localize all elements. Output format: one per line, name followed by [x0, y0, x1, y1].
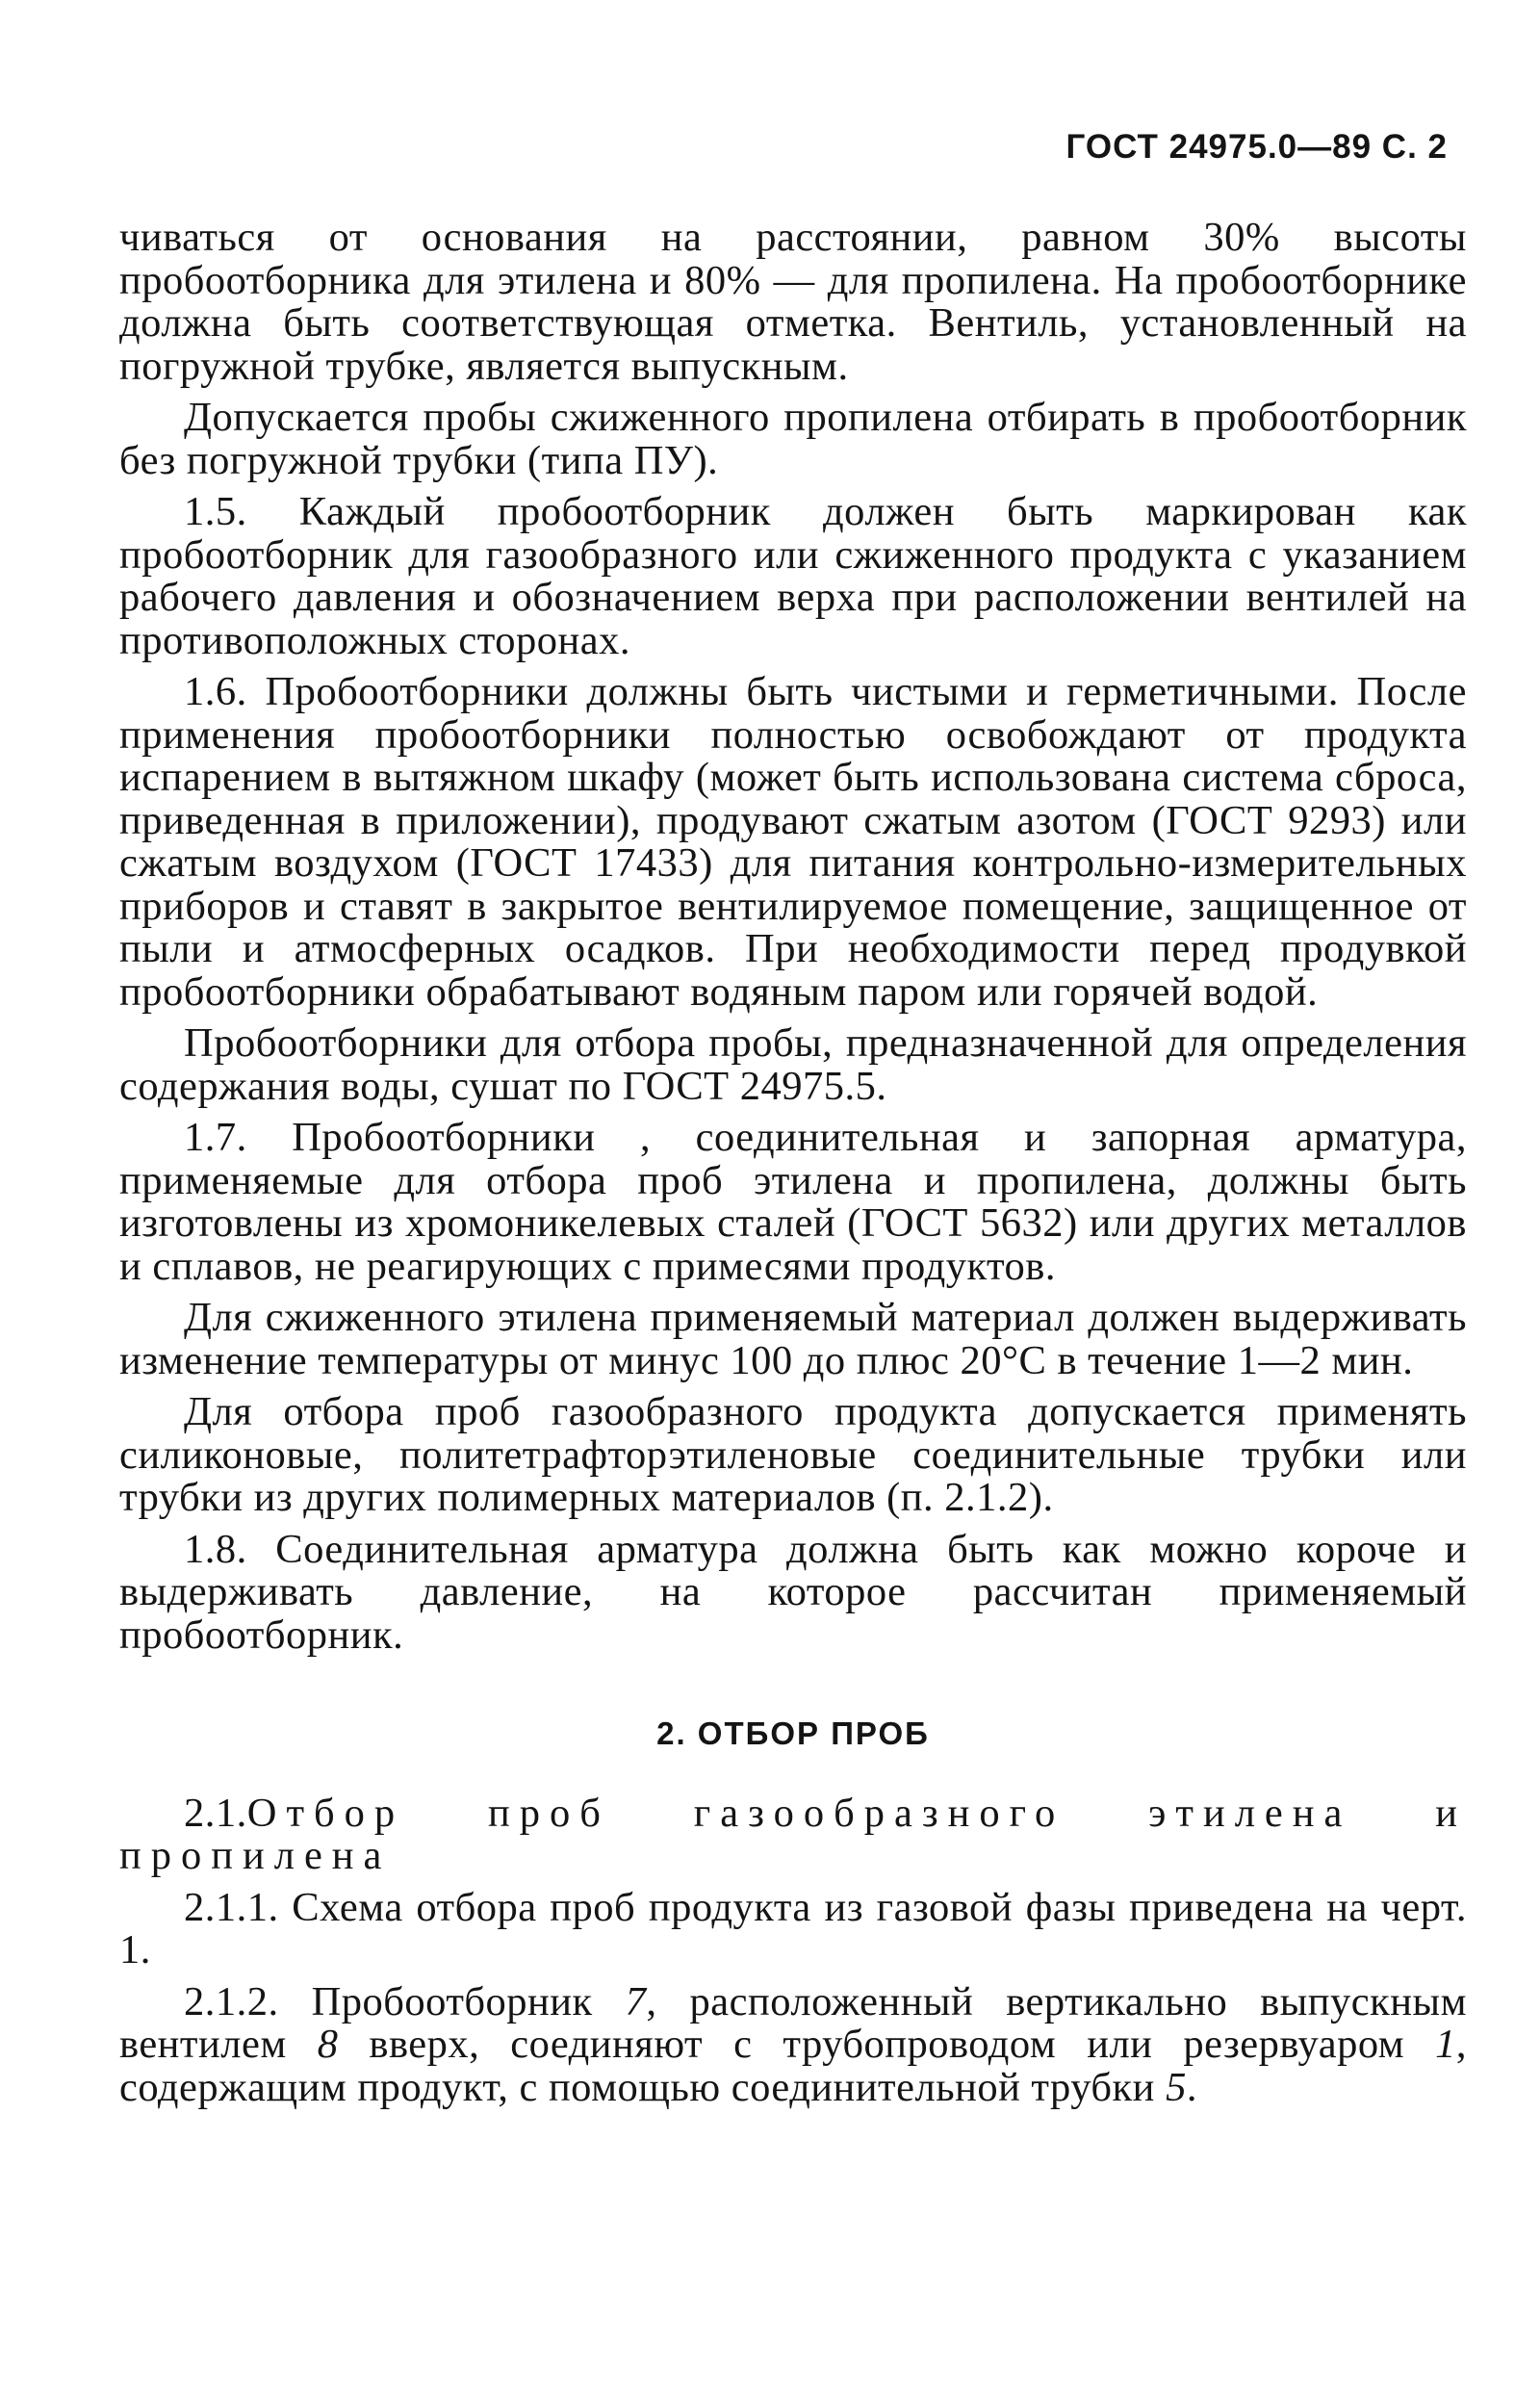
- paragraph-1-6-cleanliness: 1.6. Пробоотборники должны быть чистыми и герметичными. После применения пробоотборники полностью освобождают от продукта испарением в вытяжном шкафу (может быть использована система сброса, приведенная в приложении), продувают сжатым азотом (ГОСТ 9293) или сжатым воздухом (ГОСТ 17433) для питания контрольно-измерительных приборов и ставят в закрытое вентилируемое помещение, защищенное от пыли и атмосферных осадков. При необходимости перед продувкой пробоотборники обрабатывают водяным паром или горячей водой.: [119, 669, 1467, 1015]
- paragraph-1-5-marking: 1.5. Каждый пробоотборник должен быть маркирован как пробоотборник для газообразного или сжиженного продукта с указанием рабочего давления и обозначением верха при расположении вентилей на противоположных сторонах.: [119, 489, 1467, 663]
- paragraph-2-1-1: 2.1.1. Схема отбора проб продукта из газовой фазы приведена на черт. 1.: [119, 1884, 1467, 1973]
- paragraph-continuation: чиваться от основания на расстоянии, равном 30% высоты пробоотборника для этилена и 80% — для пропилена. На пробоотборнике должна быть соответствующая отметка. Вентиль, установленный на погружной трубке, является выпускным.: [119, 215, 1467, 389]
- running-header: ГОСТ 24975.0—89 С. 2: [1065, 128, 1448, 166]
- text-fragment: , расположенный вертикально выпускным вентилем: [119, 1978, 1467, 2067]
- paragraph-2-1-2: [119, 1978, 1467, 2110]
- item-ref-5: 5: [1166, 2064, 1187, 2110]
- subsection-number: 2.1.: [184, 1790, 247, 1836]
- text-fragment: 2.1.2. Пробоотборник: [184, 1978, 626, 2024]
- item-ref-8: 8: [317, 2022, 339, 2067]
- item-ref-1: 1: [1435, 2022, 1456, 2067]
- text-fragment: вверх, соединяют с трубопроводом или резервуаром: [338, 2022, 1436, 2067]
- text-fragment: , содержащим продукт, с помощью соединительной трубки: [119, 2022, 1467, 2110]
- subsection-2-1-title: [119, 1792, 1467, 1878]
- document-body: [119, 217, 1467, 2118]
- paragraph-water-content: Пробоотборники для отбора пробы, предназначенной для определения содержания воды, сушат по ГОСТ 24975.5.: [119, 1020, 1467, 1109]
- text-fragment: .: [1186, 2064, 1197, 2110]
- section-heading: 2. ОТБОР ПРОБ: [656, 1715, 930, 1751]
- paragraph-propylene-sampling: Допускается пробы сжиженного пропилена отбирать в пробоотборник без погружной трубки (типа ПУ).: [119, 395, 1467, 483]
- paragraph-ethylene-temperature: Для сжиженного этилена применяемый материал должен выдерживать изменение температуры от минус 100 до плюс 20°С в течение 1—2 мин.: [119, 1295, 1467, 1383]
- item-ref-7: 7: [625, 1978, 647, 2024]
- paragraph-gas-tubes: Для отбора проб газообразного продукта допускается применять силиконовые, политетрафторэтиленовые соединительные трубки или трубки из других полимерных материалов (п. 2.1.2).: [119, 1389, 1467, 1520]
- subsection-title: Отбор проб газообразного этилена и пропилена: [119, 1790, 1467, 1878]
- paragraph-1-8-fittings: 1.8. Соединительная арматура должна быть как можно короче и выдерживать давление, на которое рассчитан применяемый пробоотборник.: [119, 1526, 1467, 1658]
- paragraph-1-7-materials: 1.7. Пробоотборники , соединительная и запорная арматура, применяемые для отбора проб этилена и пропилена, должны быть изготовлены из хромоникелевых сталей (ГОСТ 5632) или других металлов и сплавов, не реагирующих с примесями продуктов.: [119, 1115, 1467, 1289]
